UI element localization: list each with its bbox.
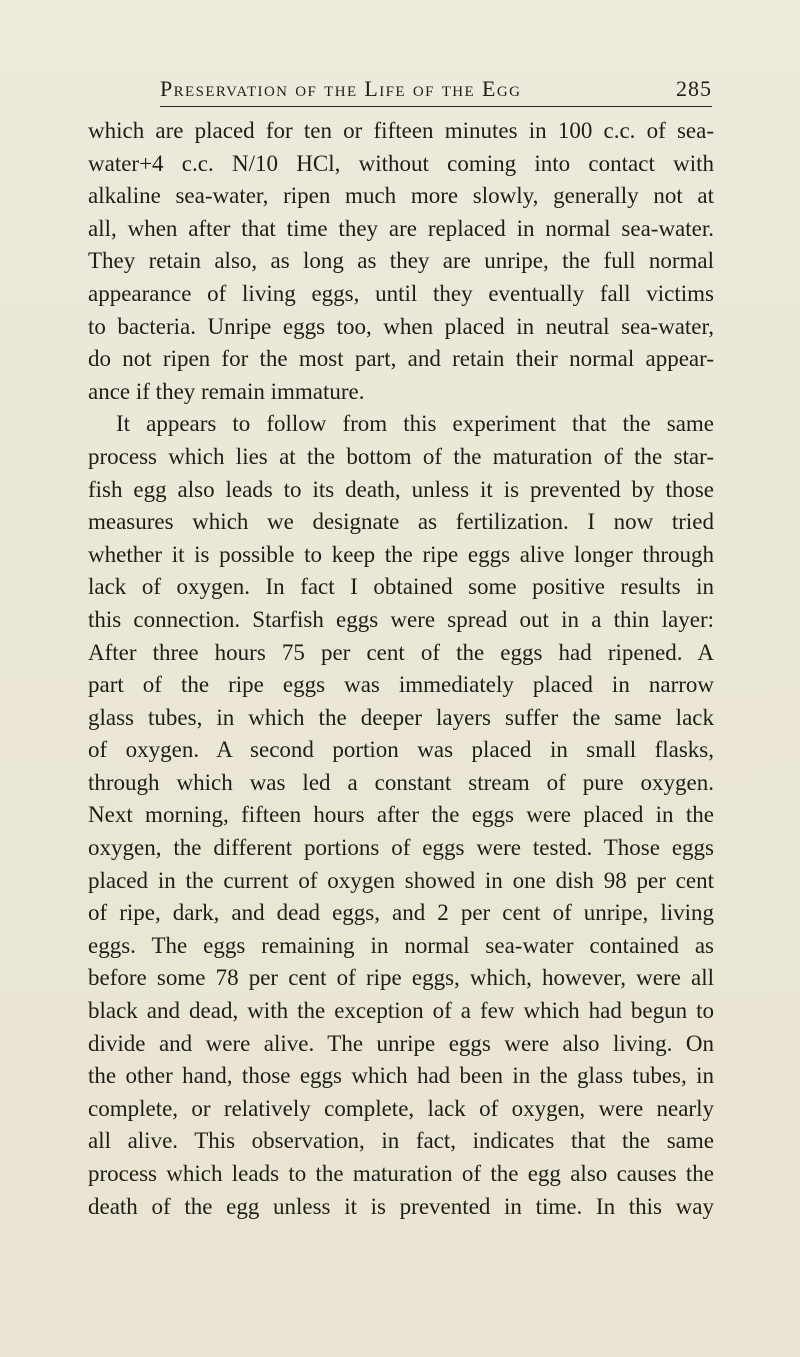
text-line: of oxygen. A second portion was placed in small flasks, <box>88 737 714 763</box>
running-head-title: Preservation of the Life of the Egg <box>160 76 522 101</box>
text-line: before some 78 per cent of ripe eggs, which, however, were all <box>88 965 714 991</box>
text-line: ance if they remain immature. <box>88 378 365 404</box>
text-line: divide and were alive. The unripe eggs were also living. On <box>88 1030 714 1056</box>
text-line: process which lies at the bottom of the maturation of the star- <box>88 443 714 469</box>
text-line: of ripe, dark, and dead eggs, and 2 per cent of unripe, living <box>88 900 714 926</box>
text-line: the other hand, those eggs which had been in the glass tubes, in <box>88 1063 714 1089</box>
text-line: water+4 c.c. N/10 HCl, without coming into contact with <box>88 150 714 176</box>
text-line: oxygen, the different portions of eggs were tested. Those eggs <box>88 835 714 861</box>
text-line: It appears to follow from this experiment that the same <box>116 411 714 437</box>
running-head <box>160 70 712 107</box>
text-line: eggs. The eggs remaining in normal sea-water contained as <box>88 932 714 958</box>
text-line: all, when after that time they are replaced in normal sea-water. <box>88 215 714 241</box>
text-line: placed in the current of oxygen showed in one dish 98 per cent <box>88 867 714 893</box>
text-line: whether it is possible to keep the ripe eggs alive longer through <box>88 541 714 567</box>
text-line: this connection. Starfish eggs were spread out in a thin layer: <box>88 606 714 632</box>
text-line: all alive. This observation, in fact, indicates that the same <box>88 1128 714 1154</box>
text-line: death of the egg unless it is prevented in time. In this way <box>88 1193 714 1219</box>
text-line: measures which we designate as fertilization. I now tried <box>88 509 714 535</box>
text-line: They retain also, as long as they are unripe, the full normal <box>88 248 714 274</box>
text-line: part of the ripe eggs was immediately placed in narrow <box>88 672 714 698</box>
text-line: process which leads to the maturation of the egg also causes the <box>88 1161 714 1186</box>
page-number: 285 <box>676 76 712 101</box>
text-line: do not ripen for the most part, and retain their normal appear- <box>88 346 714 372</box>
text-line: glass tubes, in which the deeper layers suffer the same lack <box>88 704 714 730</box>
text-line: alkaline sea-water, ripen much more slowly, generally not at <box>88 183 714 209</box>
text-line: appearance of living eggs, until they eventually fall victims <box>88 280 714 306</box>
text-line: black and dead, with the exception of a few which had begun to <box>88 998 714 1024</box>
text-line: to bacteria. Unripe eggs too, when placed in neutral sea-water, <box>88 313 714 339</box>
text-line: After three hours 75 per cent of the eggs had ripened. A <box>88 639 714 665</box>
text-line: complete, or relatively complete, lack of oxygen, were nearly <box>88 1095 714 1121</box>
body-text <box>88 115 714 1223</box>
text-line: fish egg also leads to its death, unless it is prevented by those <box>88 476 714 502</box>
text-line: which are placed for ten or fifteen minutes in 100 c.c. of sea- <box>88 118 714 143</box>
text-line: through which was led a constant stream of pure oxygen. <box>88 769 714 795</box>
text-line: Next morning, fifteen hours after the eggs were placed in the <box>88 802 714 828</box>
text-line: lack of oxygen. In fact I obtained some positive results in <box>88 574 714 600</box>
